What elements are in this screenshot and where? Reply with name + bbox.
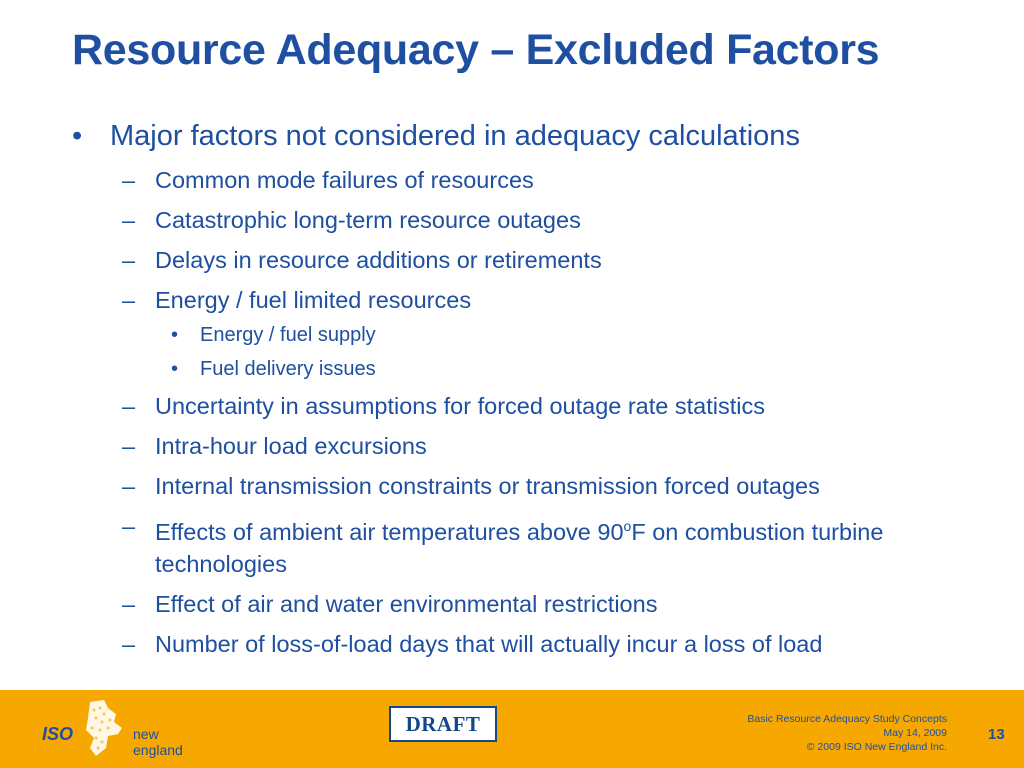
main-bullet-text: Major factors not considered in adequacy calculations: [110, 120, 800, 152]
logo-iso-text: ISO: [42, 724, 74, 744]
iso-new-england-logo: [38, 700, 208, 758]
list-item: – Common mode failures of resources: [122, 167, 534, 193]
footer-info: [747, 712, 947, 754]
footer-bar: [0, 690, 1024, 768]
list-item: – Energy / fuel limited resources • Energy / fuel supply • Fuel delivery issues: [122, 284, 1002, 386]
list-item: – Internal transmission constraints or transmission forced outages: [122, 473, 820, 499]
main-bullet: [72, 120, 800, 153]
footer-copyright: © 2009 ISO New England Inc.: [806, 741, 947, 753]
footer-study-title: Basic Resource Adequacy Study Concepts: [747, 713, 947, 725]
list-item: – Effects of ambient air temperatures above 90$^o$F on combustion turbine technologies: [122, 513, 884, 577]
page-number: 13: [988, 726, 1005, 743]
list-item: – Uncertainty in assumptions for forced outage rate statistics: [122, 393, 765, 419]
list-item: – Number of loss-of-load days that will actually incur a loss of load: [122, 631, 823, 657]
logo-new-england-text: new england: [133, 726, 183, 758]
fuel-sub-list: [155, 318, 1002, 386]
list-item: – Intra-hour load excursions: [122, 433, 427, 459]
new-england-map-icon: [78, 700, 132, 756]
excluded-factors-list: [122, 164, 1002, 668]
sub-list-item: • Fuel delivery issues: [171, 358, 376, 380]
sub-list-item: • Energy / fuel supply: [171, 324, 376, 346]
draft-badge: [389, 706, 497, 742]
list-item: – Effect of air and water environmental restrictions: [122, 591, 658, 617]
list-item: – Delays in resource additions or retirements: [122, 247, 602, 273]
footer-date: May 14, 2009: [883, 727, 947, 739]
bullet-dot: •: [72, 120, 83, 152]
degree-superscript: o: [623, 518, 632, 534]
draft-label: DRAFT: [405, 711, 481, 736]
list-item: – Catastrophic long-term resource outages: [122, 207, 581, 233]
slide-title: Resource Adequacy – Excluded Factors: [72, 26, 880, 74]
